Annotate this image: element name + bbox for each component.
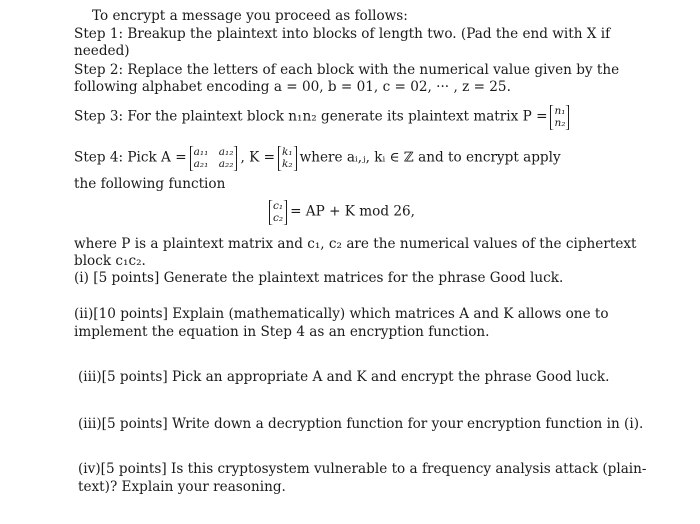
matrix-p-row2: n₂: [554, 117, 566, 129]
matrix-a-12: a₁₂: [218, 146, 234, 158]
matrix-a: [190, 146, 238, 170]
matrix-k-row1: k₁: [281, 146, 293, 158]
step4-k-label: , K =: [240, 149, 275, 166]
step4-line2: the following function: [74, 176, 226, 192]
step3-line: [74, 105, 572, 129]
intro-line: To encrypt a message you proceed as follows:: [92, 8, 408, 24]
matrix-a-row2: [194, 158, 234, 170]
matrix-a-21: a₂₁: [193, 158, 209, 170]
step3-text: Step 3: For the plaintext block n₁n₂ generate its plaintext matrix P =: [74, 108, 548, 125]
step1-line1: Step 1: Breakup the plaintext into blocks of length two. (Pad the end with X if: [74, 26, 611, 42]
matrix-c-row2: c₂: [273, 212, 284, 224]
step4-rest: where aᵢ,ⱼ, kᵢ ∈ ℤ and to encrypt apply: [299, 149, 561, 166]
question-5-line1: (iv)[5 points] Is this cryptosystem vulnerable to a frequency analysis attack (plain-: [78, 461, 647, 477]
question-3: (iii)[5 points] Pick an appropriate A and K and encrypt the phrase Good luck.: [78, 369, 610, 385]
matrix-k: [278, 146, 297, 170]
encryption-equation: [266, 200, 415, 224]
question-4: (iii)[5 points] Write down a decryption function for your encryption function in (i).: [78, 416, 644, 432]
cipher-matrix-c: [269, 200, 287, 224]
matrix-p-row1: n₁: [554, 105, 566, 117]
where-line2: block c₁c₂.: [74, 253, 146, 269]
plaintext-matrix-p: [550, 105, 569, 129]
matrix-a-22: a₂₂: [218, 158, 234, 170]
matrix-k-row2: k₂: [281, 158, 293, 170]
step2-line1: Step 2: Replace the letters of each block with the numerical value given by the: [74, 62, 620, 78]
step4-pick-a: Step 4: Pick A =: [74, 149, 187, 166]
step1-line2: needed): [74, 43, 130, 59]
question-5-line2: text)? Explain your reasoning.: [78, 479, 286, 495]
question-2-line1: (ii)[10 points] Explain (mathematically) which matrices A and K allows one to: [74, 306, 609, 322]
question-2-line2: implement the equation in Step 4 as an encryption function.: [74, 324, 490, 340]
step2-line2: following alphabet encoding a = 00, b = 01, c = 02, ··· , z = 25.: [74, 79, 511, 95]
matrix-a-11: a₁₁: [193, 146, 209, 158]
where-line1: where P is a plaintext matrix and c₁, c₂ are the numerical values of the ciphertext: [74, 236, 637, 252]
equation-rhs: = AP + K mod 26,: [290, 203, 415, 220]
matrix-c-row1: c₁: [273, 200, 284, 212]
matrix-a-row1: [194, 146, 234, 158]
step4-line1: [74, 146, 561, 170]
question-1: (i) [5 points] Generate the plaintext matrices for the phrase Good luck.: [74, 270, 564, 286]
